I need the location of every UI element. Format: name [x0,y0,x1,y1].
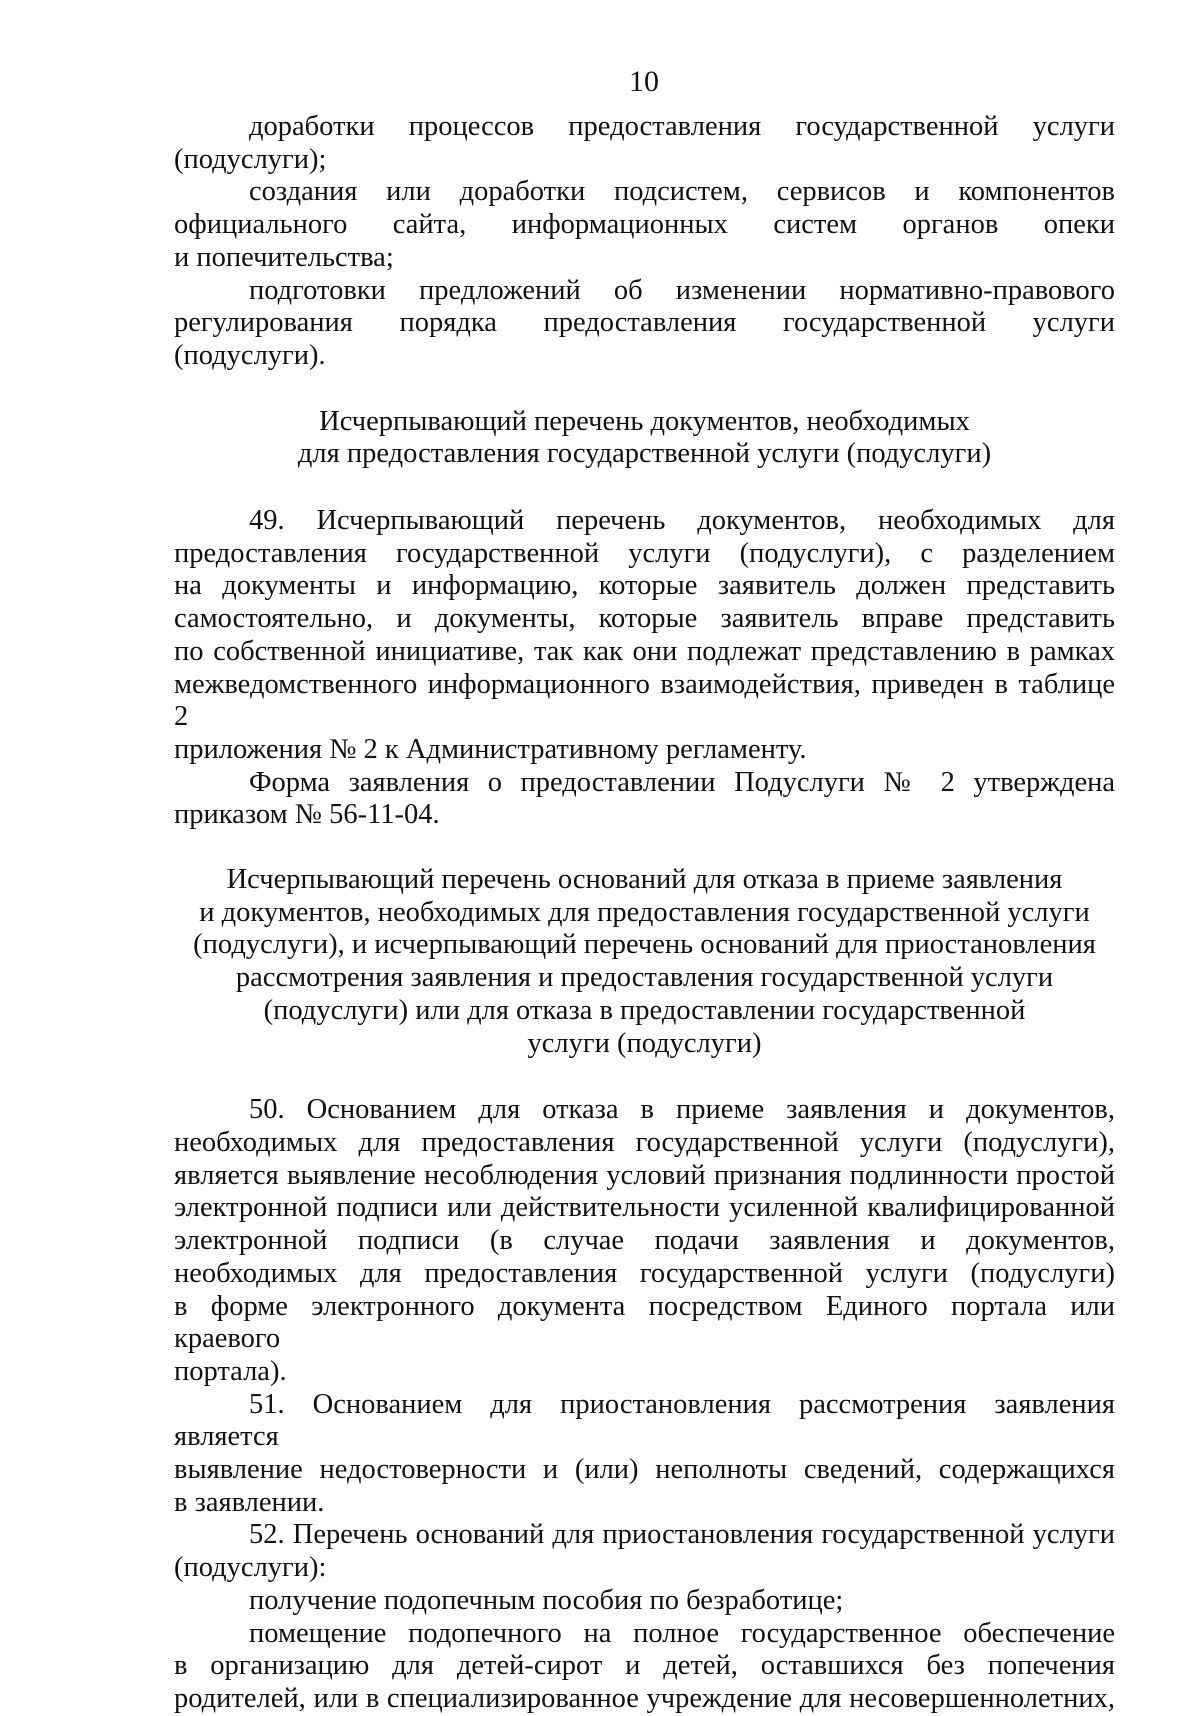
text-line: электронной подписи или действительности усиленной квалифицированной [174,1192,1115,1224]
text-line: в форме электронного документа посредством Единого портала или краевого [174,1290,1115,1355]
heading-line: Исчерпывающий перечень оснований для отказа в приеме заявления [226,864,1063,896]
item-state-care-placement [174,1618,1115,1716]
intro-item-regulation-proposals [174,275,1115,373]
text-line: (подуслуги); [174,143,327,175]
intro-item-process-improvement [174,111,1115,176]
text-line: межведомственного информационного взаимодействия, приведен в таблице 2 [174,668,1115,733]
text-line: предоставления государственной услуги (подуслуги), с разделением [174,537,1115,569]
text-line: подготовки предложений об изменении нормативно-правового [249,274,1115,306]
text-line: является выявление несоблюдения условий признания подлинности простой [174,1159,1115,1191]
text-line: по собственной инициативе, так как они подлежат представлению в рамках [174,635,1115,667]
heading-line: для предоставления государственной услуги (подуслуги) [297,438,992,470]
heading-line: и документов, необходимых для предоставления государственной услуги [199,896,1090,928]
text-line: помещение подопечного на полное государственное обеспечение [249,1617,1115,1649]
text-line: создания или доработки подсистем, сервисов и компонентов [249,176,1115,208]
text-line: доработки процессов предоставления государственной услуги [249,111,1115,142]
document-body [174,111,1115,1716]
text-line: официального сайта, информационных систем органов опеки [174,209,1115,241]
heading-line: Исчерпывающий перечень документов, необходимых [319,405,970,437]
text-line: необходимых для предоставления государственной услуги (подуслуги) [174,1257,1115,1289]
paragraph-50 [174,1094,1115,1388]
text-line: 51. Основанием для приостановления рассмотрения заявления является [174,1388,1115,1453]
text-line: родителей, или в специализированное учреждение для несовершеннолетних, [174,1682,1115,1714]
heading-line: (подуслуги) или для отказа в предоставлении государственной [263,994,1026,1026]
paragraph-49 [174,505,1115,767]
text-line: в заявлении. [174,1486,325,1518]
text-line: Форма заявления о предоставлении Подуслуги № 2 утверждена [249,766,1115,798]
text-line: на документы и информацию, которые заявитель должен представить [174,570,1115,602]
item-unemployment-benefit [174,1585,1115,1618]
text-line: регулирования порядка предоставления государственной услуги (подуслуги). [174,307,1115,371]
text-line: 52. Перечень оснований для приостановления государственной услуги [249,1519,1115,1551]
section-heading-documents [174,406,1115,471]
intro-item-subsystems [174,176,1115,274]
section-heading-refusal-grounds [174,864,1115,1060]
heading-line: рассмотрения заявления и предоставления государственной услуги [235,962,1054,994]
page-number: 10 [629,65,659,98]
text-line: выявление недостоверности и (или) неполноты сведений, содержащихся [174,1454,1115,1486]
text-line: портала). [174,1355,287,1387]
paragraph-application-form [174,767,1115,832]
text-line: электронной подписи (в случае подачи заявления и документов, [174,1225,1115,1257]
heading-line: (подуслуги), и исчерпывающий перечень оснований для приостановления [193,929,1096,961]
paragraph-51 [174,1389,1115,1520]
text-line: получение подопечным пособия по безработице; [249,1584,844,1616]
text-line: самостоятельно, и документы, которые заявитель вправе представить [174,603,1115,635]
text-line: (подуслуги): [174,1552,327,1584]
heading-line: услуги (подуслуги) [527,1027,762,1059]
text-line: и попечительства; [174,241,394,273]
text-line: необходимых для предоставления государственной услуги (подуслуги), [174,1126,1115,1158]
text-line: в организацию для детей-сирот и детей, оставшихся без попечения [174,1650,1115,1682]
paragraph-52 [174,1519,1115,1584]
text-line: 49. Исчерпывающий перечень документов, необходимых для [249,505,1115,537]
text-line: приложения № 2 к Административному регламенту. [174,733,807,765]
text-line: приказом № 56-11-04. [174,799,440,831]
text-line: 50. Основанием для отказа в приеме заявления и документов, [249,1094,1115,1126]
